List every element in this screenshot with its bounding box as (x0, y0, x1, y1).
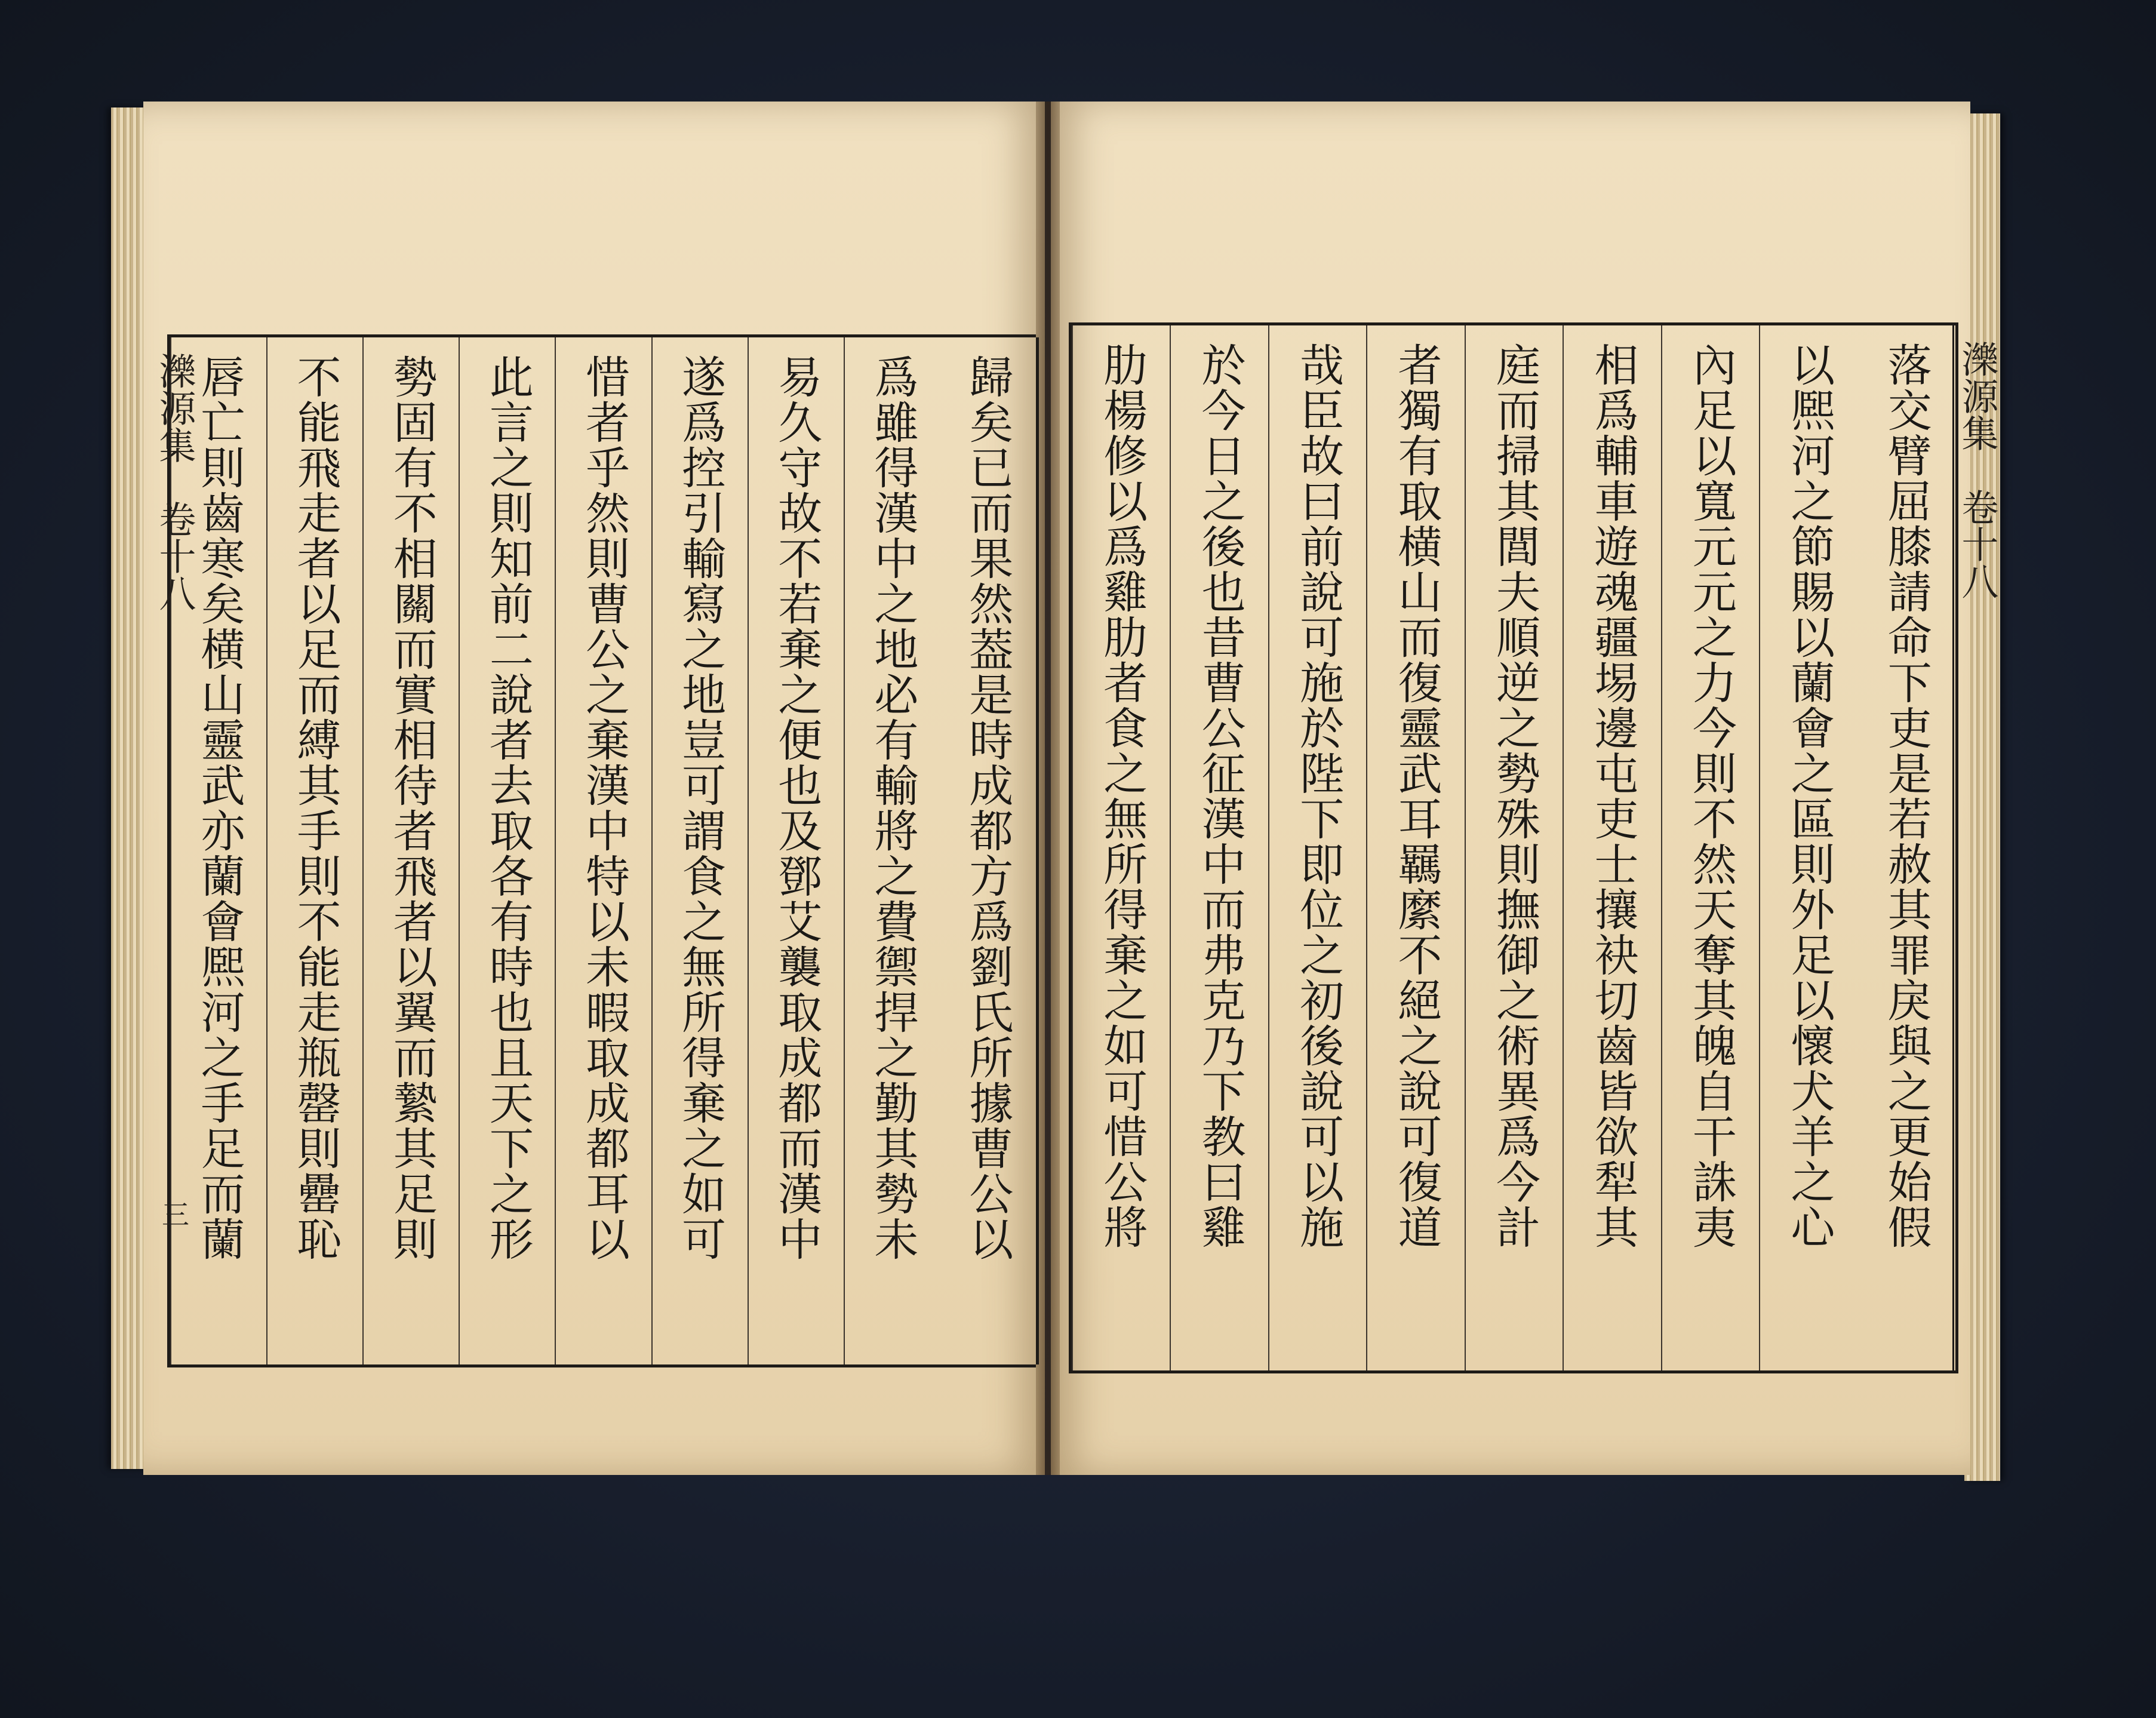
right-column-text: 肋楊修以爲雞肋者食之無所得棄之如可惜公將 (1096, 342, 1148, 1250)
left-column-2 (844, 337, 941, 1364)
left-column-text: 唇亡則齒寒矣横山靈武亦蘭會熈河之手足而蘭 (193, 354, 245, 1262)
left-column-7 (362, 337, 460, 1364)
left-column-3 (748, 337, 845, 1364)
left-column-text: 勢固有不相關而實相待者飛者以翼而縶其足則 (386, 354, 438, 1262)
left-column-1 (940, 337, 1036, 1364)
left-column-6 (459, 337, 556, 1364)
right-column-2 (1759, 325, 1858, 1370)
right-column-8 (1170, 325, 1269, 1370)
right-column-text: 於今日之後也昔曹公征漢中而弗克乃下教曰雞 (1194, 342, 1246, 1250)
right-page-banxin (1952, 322, 1999, 1373)
left-column-text: 爲雖得漢中之地必有輸將之費禦捍之勤其勢未 (867, 354, 919, 1262)
right-column-3 (1661, 325, 1760, 1370)
right-column-6 (1366, 325, 1465, 1370)
right-column-text: 庭而掃其閭夫順逆之勢殊則撫御之術異爲今計 (1488, 342, 1540, 1250)
left-column-text: 不能飛走者以足而縛其手則不能走瓶罄則罍恥 (290, 354, 342, 1262)
right-column-5 (1465, 325, 1564, 1370)
right-column-text: 相爲輔車遊魂疆埸邊屯吏士攘袂切齒皆欲犁其 (1587, 342, 1639, 1250)
right-column-1 (1857, 325, 1955, 1370)
left-column-8 (266, 337, 364, 1364)
right-column-text: 者獨有取横山而復靈武耳羈縻不絕之說可復道 (1391, 342, 1443, 1250)
left-column-text: 此言之則知前二說者去取各有時也且天下之形 (482, 354, 534, 1262)
right-column-4 (1563, 325, 1662, 1370)
book-gutter (1036, 102, 1060, 1475)
left-column-text: 易久守故不若棄之便也及鄧艾襲取成都而漢中 (771, 354, 823, 1262)
left-folio-number: 三 (158, 1200, 190, 1228)
right-column-9 (1072, 325, 1171, 1370)
right-running-title: 濼源集 卷十八 (1955, 340, 1999, 600)
left-column-4 (651, 337, 749, 1364)
right-page-text-frame (1069, 322, 1958, 1373)
left-column-text: 歸矣已而果然葢是時成都方爲劉氏所據曹公以 (962, 354, 1014, 1262)
right-column-7 (1268, 325, 1367, 1370)
left-column-text: 惜者乎然則曹公之棄漢中特以未暇取成都耳以 (578, 354, 630, 1262)
right-column-text: 內足以寬元元之力今則不然天奪其魄自干誅夷 (1685, 342, 1737, 1250)
left-column-text: 遂爲控引輸寫之地豈可謂食之無所得棄之如可 (675, 354, 727, 1262)
left-running-title: 濼源集 卷十八 (153, 352, 196, 611)
left-column-5 (555, 337, 652, 1364)
right-column-text: 落交臂屈膝請命下吏是若赦其罪戾與之更始假 (1880, 342, 1932, 1250)
left-page-text-frame (167, 334, 1036, 1367)
right-column-text: 以熈河之節賜以蘭會之區則外足以懷犬羊之心 (1783, 342, 1835, 1250)
right-column-text: 哉臣故曰前說可施於陛下即位之初後說可以施 (1293, 342, 1345, 1250)
